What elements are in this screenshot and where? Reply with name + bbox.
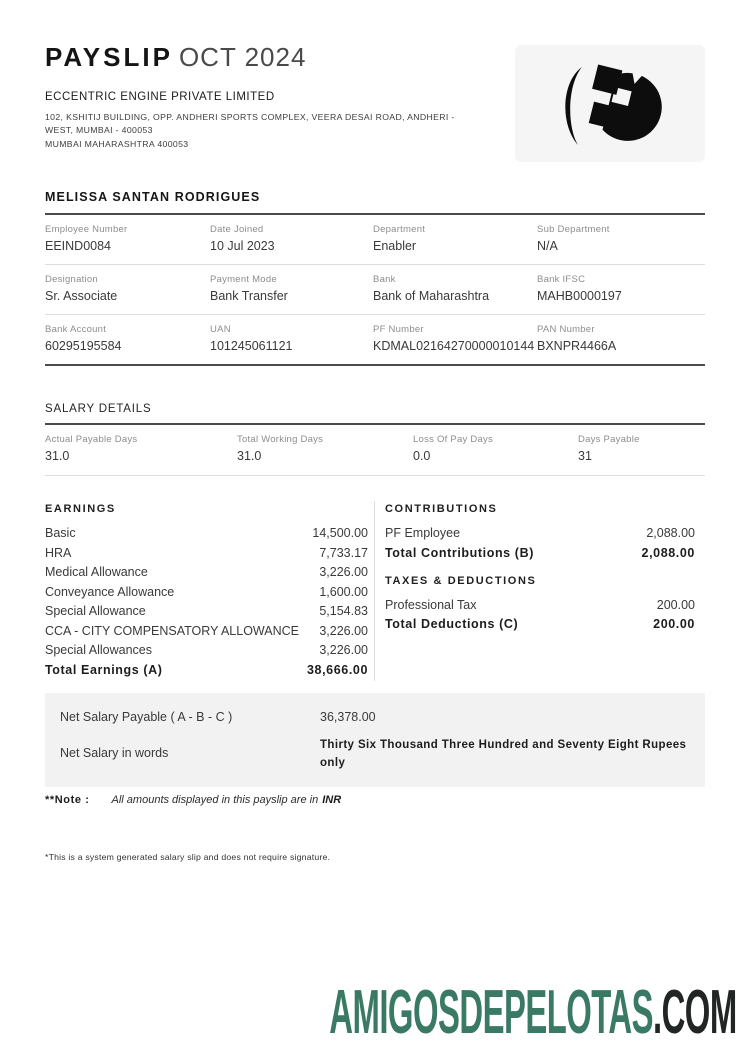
field-days-payable: Days Payable 31: [578, 434, 640, 463]
field-bank-ifsc: Bank IFSC MAHB0000197: [537, 274, 622, 303]
field-date-joined: Date Joined 10 Jul 2023: [210, 224, 275, 253]
net-salary-words-label: Net Salary in words: [60, 746, 169, 760]
field-payment-mode: Payment Mode Bank Transfer: [210, 274, 288, 303]
table-row: [45, 215, 705, 265]
field-pf-number: PF Number KDMAL02164270000010144: [373, 324, 535, 353]
net-salary-words-value: Thirty Six Thousand Three Hundred and Seventy Eight Rupees only: [320, 739, 687, 770]
note-prefix: **Note :: [45, 794, 90, 806]
company-logo: [515, 45, 705, 162]
watermark-name: AMIGOSDEPELOTAS: [329, 978, 654, 1047]
table-row: [45, 315, 705, 366]
note-text: All amounts displayed in this payslip are in: [111, 794, 319, 806]
contributions-row: PF Employee 2,088.00: [385, 526, 695, 540]
contributions-column: [385, 497, 695, 638]
field-pan-number: PAN Number BXNPR4466A: [537, 324, 617, 353]
field-uan: UAN 101245061121: [210, 324, 293, 353]
earnings-row: Basic 14,500.00: [45, 526, 368, 540]
field-department: Department Enabler: [373, 224, 426, 253]
earnings-row: Conveyance Allowance 1,600.00: [45, 584, 368, 599]
deductions-row: Professional Tax 200.00: [385, 597, 695, 612]
company-address-line2: MUMBAI MAHARASHTRA 400053: [45, 139, 189, 149]
field-total-working-days: Total Working Days 31.0: [237, 434, 324, 463]
company-logo-icon: [515, 45, 705, 162]
earnings-row: CCA - CITY COMPENSATORY ALLOWANCE 3,226.00: [45, 623, 368, 638]
salary-details-heading: SALARY DETAILS: [45, 403, 152, 415]
contributions-heading: CONTRIBUTIONS: [385, 503, 498, 515]
field-actual-payable-days: Actual Payable Days 31.0: [45, 434, 138, 463]
earnings-row: Medical Allowance 3,226.00: [45, 565, 368, 579]
earnings-heading: EARNINGS: [45, 503, 116, 515]
net-salary-box: [45, 693, 705, 787]
salary-breakdown: [45, 497, 705, 687]
watermark-tld: .COM: [653, 978, 737, 1047]
earnings-row: HRA 7,733.17: [45, 545, 368, 560]
field-bank-account: Bank Account 60295195584: [45, 324, 122, 353]
field-employee-number: Employee Number EEIND0084: [45, 224, 128, 253]
contributions-total-row: Total Contributions (B) 2,088.00: [385, 545, 695, 560]
payslip-title: [45, 42, 306, 73]
company-name: ECCENTRIC ENGINE PRIVATE LIMITED: [45, 91, 275, 103]
company-address-line1: 102, KSHITIJ BUILDING, OPP. ANDHERI SPORTS COMPLEX, VEERA DESAI ROAD, ANDHERI - WEST, MUMBAI - 400053: [45, 112, 455, 136]
employee-name: MELISSA SANTAN RODRIGUES: [45, 190, 261, 204]
site-watermark: [329, 978, 737, 1047]
net-salary-payable-amount: 36,378.00: [320, 710, 376, 724]
field-loss-of-pay-days: Loss Of Pay Days 0.0: [413, 434, 494, 463]
net-salary-payable-label: Net Salary Payable ( A - B - C ): [60, 710, 233, 724]
table-row: [45, 265, 705, 315]
field-bank: Bank Bank of Maharashtra: [373, 274, 490, 303]
note-line: [45, 794, 341, 806]
earnings-column: [45, 497, 368, 683]
field-sub-department: Sub Department N/A: [537, 224, 610, 253]
earnings-row: Special Allowances 3,226.00: [45, 643, 368, 657]
note-currency: INR: [322, 794, 342, 806]
table-row: [45, 425, 705, 476]
employee-details-table: [45, 213, 705, 366]
payslip-title-word: PAYSLIP: [45, 42, 173, 72]
payslip-period: OCT 2024: [178, 42, 307, 72]
salary-details-table: [45, 423, 705, 476]
system-generated-disclaimer: *This is a system generated salary slip and does not require signature.: [45, 852, 331, 862]
column-divider: [374, 501, 375, 681]
earnings-total-row: Total Earnings (A) 38,666.00: [45, 662, 368, 677]
earnings-row: Special Allowance 5,154.83: [45, 604, 368, 618]
field-designation: Designation Sr. Associate: [45, 274, 118, 303]
deductions-total-row: Total Deductions (C) 200.00: [385, 617, 695, 631]
deductions-heading: TAXES & DEDUCTIONS: [385, 574, 537, 587]
